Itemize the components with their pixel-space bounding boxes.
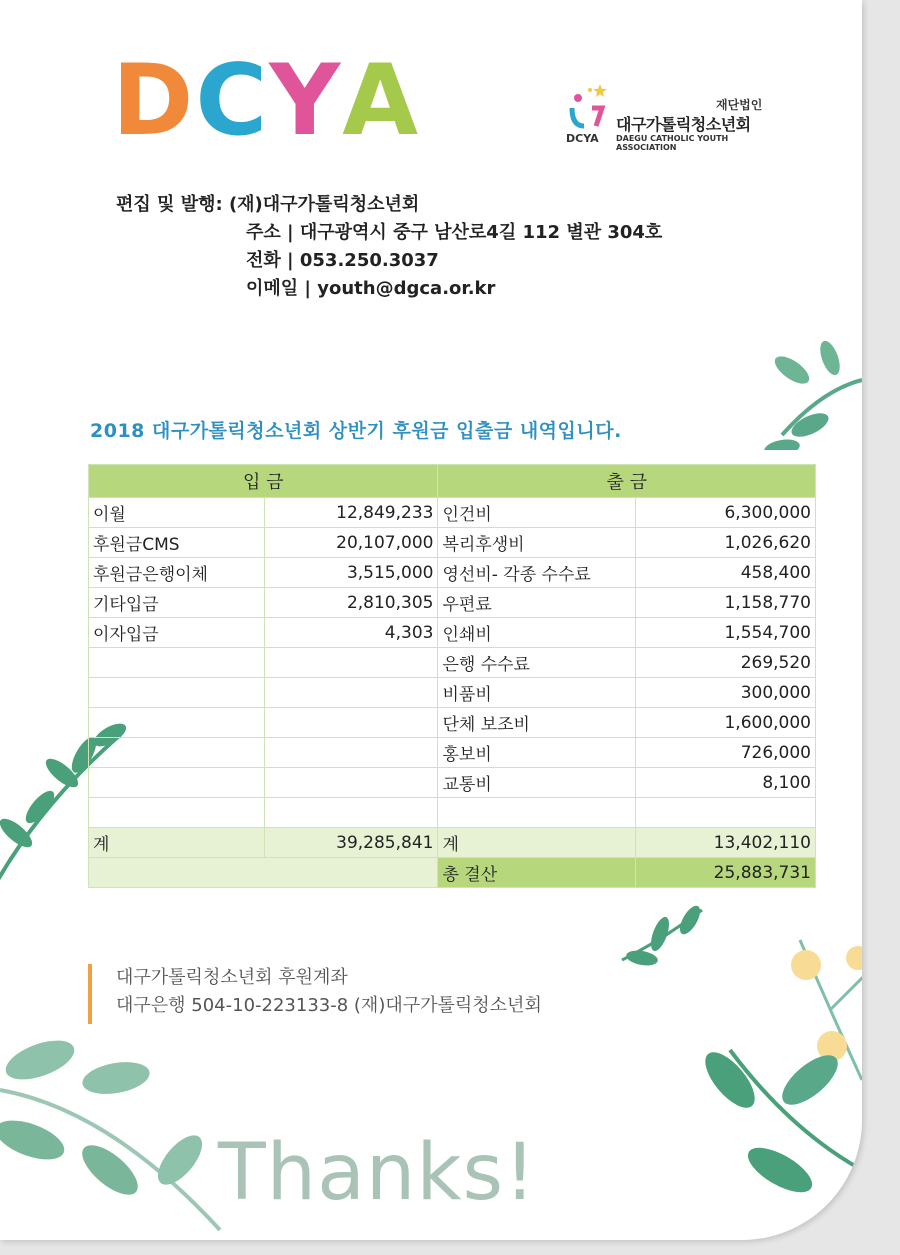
income-label	[89, 678, 265, 708]
expense-value	[636, 798, 816, 828]
expense-label: 비품비	[438, 678, 636, 708]
logo-letter-a: A	[342, 44, 421, 158]
income-label	[89, 648, 265, 678]
income-label	[89, 798, 265, 828]
email-line: 이메일 | youth@dgca.or.kr	[246, 278, 496, 299]
expense-label: 홍보비	[438, 738, 636, 768]
expense-label: 복리후생비	[438, 528, 636, 558]
expense-value: 6,300,000	[636, 498, 816, 528]
income-label: 기타입금	[89, 588, 265, 618]
org-logo-sub: 재단법인	[716, 98, 763, 112]
income-value	[264, 678, 438, 708]
table-row	[89, 738, 816, 768]
table-row	[89, 708, 816, 738]
org-logo-abbr: DCYA	[566, 132, 599, 145]
income-value: 2,810,305	[264, 588, 438, 618]
table-row	[89, 648, 816, 678]
expense-value: 8,100	[636, 768, 816, 798]
income-value	[264, 768, 438, 798]
org-logo-english: DAEGU CATHOLIC YOUTH ASSOCIATION	[616, 134, 729, 152]
income-value: 3,515,000	[264, 558, 438, 588]
income-value	[264, 708, 438, 738]
address-line: 주소 | 대구광역시 중구 남산로4길 112 별관 304호	[246, 222, 663, 243]
expense-total-value: 13,402,110	[636, 828, 816, 858]
expense-label: 은행 수수료	[438, 648, 636, 678]
expense-value: 458,400	[636, 558, 816, 588]
expense-label: 단체 보조비	[438, 708, 636, 738]
income-value: 4,303	[264, 618, 438, 648]
expense-value: 1,026,620	[636, 528, 816, 558]
expense-label: 교통비	[438, 768, 636, 798]
table-row	[89, 588, 816, 618]
org-logo	[562, 82, 782, 152]
logo-letter-y: Y	[269, 44, 343, 158]
donation-account	[88, 964, 542, 1024]
logo-letter-c: C	[195, 44, 270, 158]
dcya-wordmark	[112, 44, 421, 158]
expense-value: 300,000	[636, 678, 816, 708]
income-label	[89, 768, 265, 798]
income-header: 입 금	[89, 465, 438, 498]
income-value	[264, 648, 438, 678]
income-label: 이자입금	[89, 618, 265, 648]
org-logo-name: 대구가톨릭청소년회	[616, 115, 751, 134]
table-row	[89, 768, 816, 798]
expense-label: 영선비- 각종 수수료	[438, 558, 636, 588]
income-total-value: 39,285,841	[264, 828, 438, 858]
thanks-text: Thanks!	[218, 1128, 537, 1218]
table-row	[89, 528, 816, 558]
leaf-branch-bottom-icon	[0, 1030, 230, 1240]
editor-line: 편집 및 발행: (재)대구가톨릭청소년회	[116, 194, 420, 215]
expense-value: 1,600,000	[636, 708, 816, 738]
logo-letter-d: D	[112, 44, 196, 158]
expense-label: 인쇄비	[438, 618, 636, 648]
income-value: 20,107,000	[264, 528, 438, 558]
leaf-branch-bottom-right-icon	[690, 1040, 862, 1240]
table-row	[89, 678, 816, 708]
expense-total-label: 계	[438, 828, 636, 858]
table-row	[89, 798, 816, 828]
expense-header: 출 금	[438, 465, 816, 498]
account-title: 대구가톨릭청소년회 후원계좌	[116, 967, 348, 988]
table-row	[89, 498, 816, 528]
final-balance-label: 총 결산	[438, 858, 636, 888]
income-label	[89, 708, 265, 738]
final-balance-row	[89, 858, 816, 888]
table-header-row	[89, 465, 816, 498]
leaf-branch-icon	[762, 340, 862, 450]
finance-table	[88, 464, 816, 888]
income-value	[264, 738, 438, 768]
final-balance-value: 25,883,731	[636, 858, 816, 888]
final-empty-cell	[89, 858, 438, 888]
expense-value: 269,520	[636, 648, 816, 678]
account-number: 대구은행 504-10-223133-8 (재)대구가톨릭청소년회	[116, 995, 542, 1016]
expense-label	[438, 798, 636, 828]
leaf-sprig-icon	[612, 900, 712, 980]
expense-value: 726,000	[636, 738, 816, 768]
income-label	[89, 738, 265, 768]
expense-label: 인건비	[438, 498, 636, 528]
expense-value: 1,158,770	[636, 588, 816, 618]
total-row	[89, 828, 816, 858]
income-label: 후원금은행이체	[89, 558, 265, 588]
expense-label: 우편료	[438, 588, 636, 618]
income-label: 이월	[89, 498, 265, 528]
table-row	[89, 618, 816, 648]
phone-line: 전화 | 053.250.3037	[246, 250, 439, 271]
expense-value: 1,554,700	[636, 618, 816, 648]
dcya-emblem-icon	[566, 82, 614, 130]
income-total-label: 계	[89, 828, 265, 858]
income-value: 12,849,233	[264, 498, 438, 528]
income-label: 후원금CMS	[89, 528, 265, 558]
report-title: 2018 대구가톨릭청소년회 상반기 후원금 입출금 내역입니다.	[90, 420, 622, 442]
table-row	[89, 558, 816, 588]
income-value	[264, 798, 438, 828]
